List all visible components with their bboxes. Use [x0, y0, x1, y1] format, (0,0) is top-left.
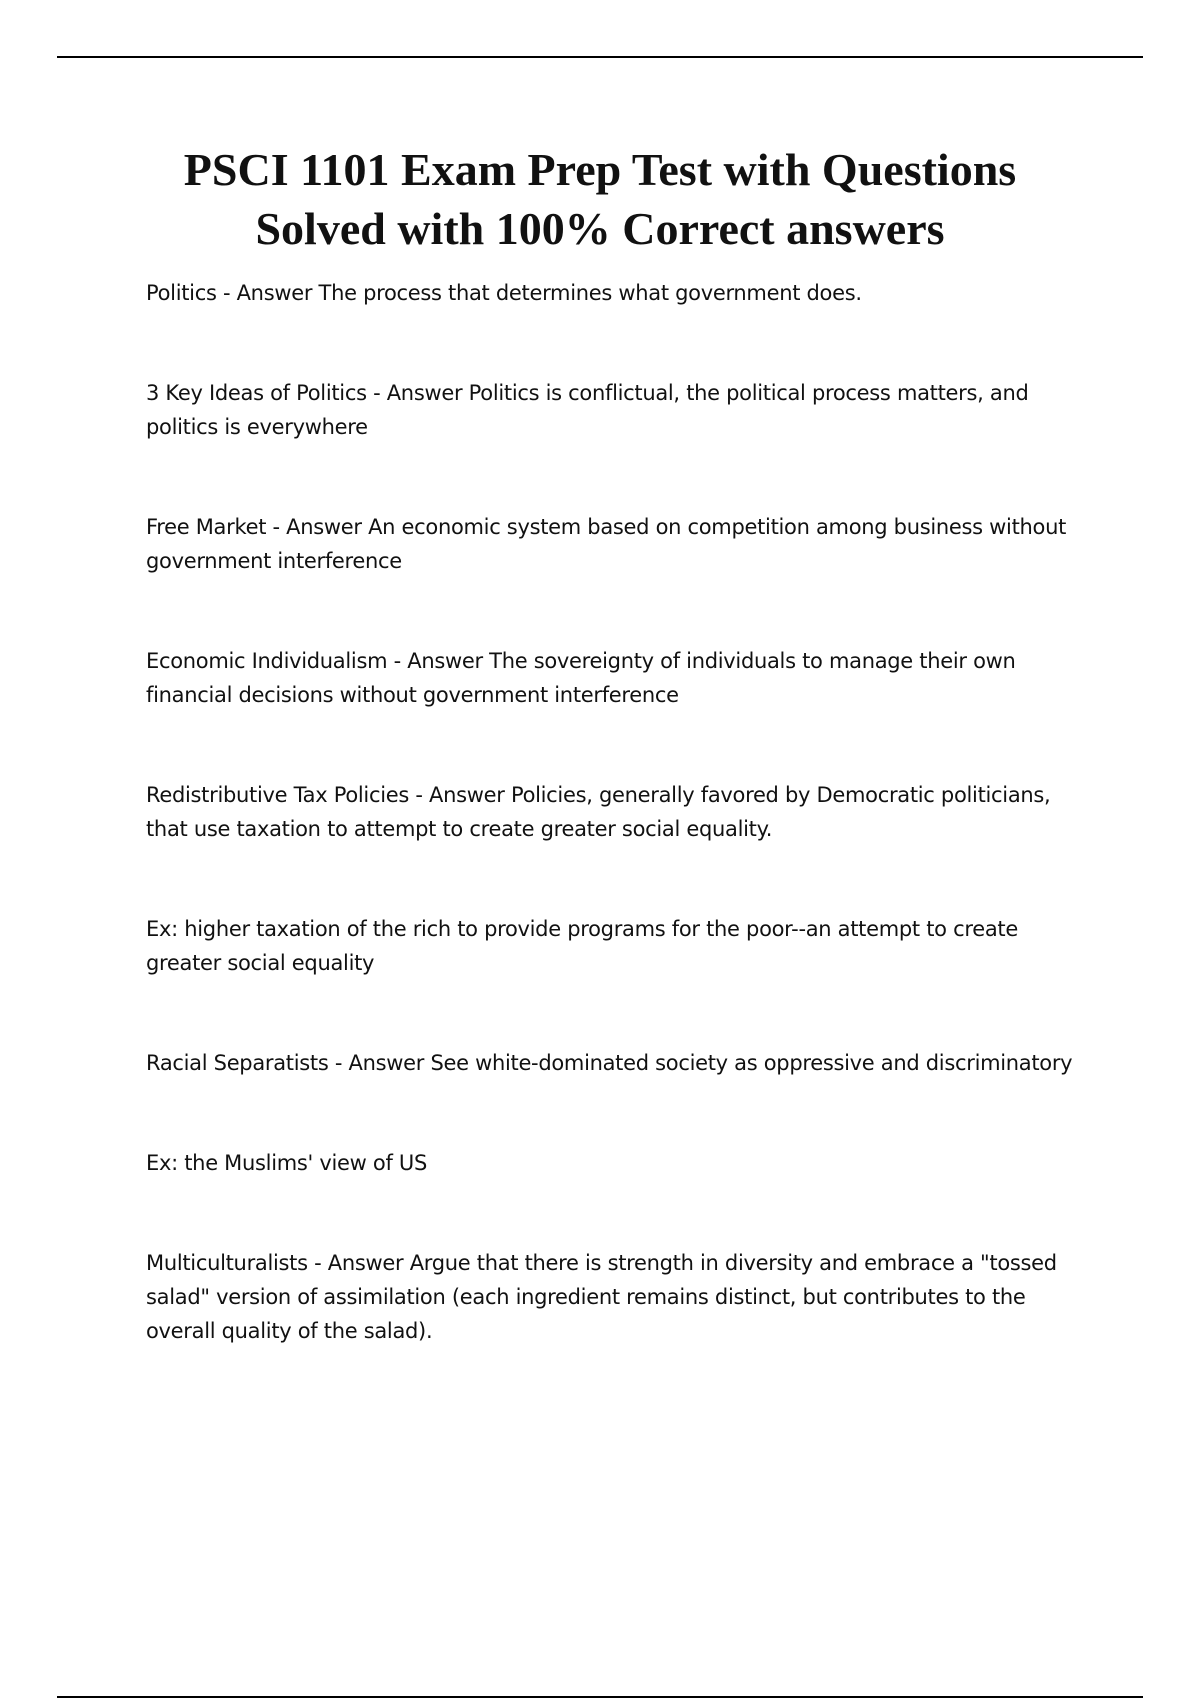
top-divider: [57, 56, 1143, 58]
qa-entry-racial-separatists: Racial Separatists - Answer See white-dominated society as oppressive and discriminatory: [146, 1051, 1073, 1075]
qa-entry-multiculturalists: Multiculturalists - Answer Argue that there is strength in diversity and embrace a "tossed salad" version of assimilation (each ingredient remains distinct, but contributes to the overall quality of the salad).: [146, 1251, 1057, 1343]
title-line-1: PSCI 1101 Exam Prep Test with Questions: [183, 144, 1017, 195]
title-line-2: Solved with 100% Correct answers: [255, 203, 945, 254]
qa-entry-economic-individualism: Economic Individualism - Answer The sovereignty of individuals to manage their own financial decisions without government interference: [146, 649, 1016, 707]
qa-entry-free-market: Free Market - Answer An economic system based on competition among business without government interference: [146, 515, 1067, 573]
document-title: [100, 140, 1100, 258]
qa-list: [146, 276, 1096, 1414]
bottom-divider: [57, 1696, 1143, 1698]
qa-entry-tax-example: Ex: higher taxation of the rich to provide programs for the poor--an attempt to create greater social equality: [146, 917, 1018, 975]
qa-entry-key-ideas: 3 Key Ideas of Politics - Answer Politics is conflictual, the political process matters, and politics is everywhere: [146, 381, 1029, 439]
qa-entry-separatists-example: Ex: the Muslims' view of US: [146, 1151, 428, 1175]
qa-entry-redistributive-tax: Redistributive Tax Policies - Answer Policies, generally favored by Democratic politicians, that use taxation to attempt to create greater social equality.: [146, 783, 1051, 841]
qa-entry-politics: Politics - Answer The process that determines what government does.: [146, 281, 862, 305]
